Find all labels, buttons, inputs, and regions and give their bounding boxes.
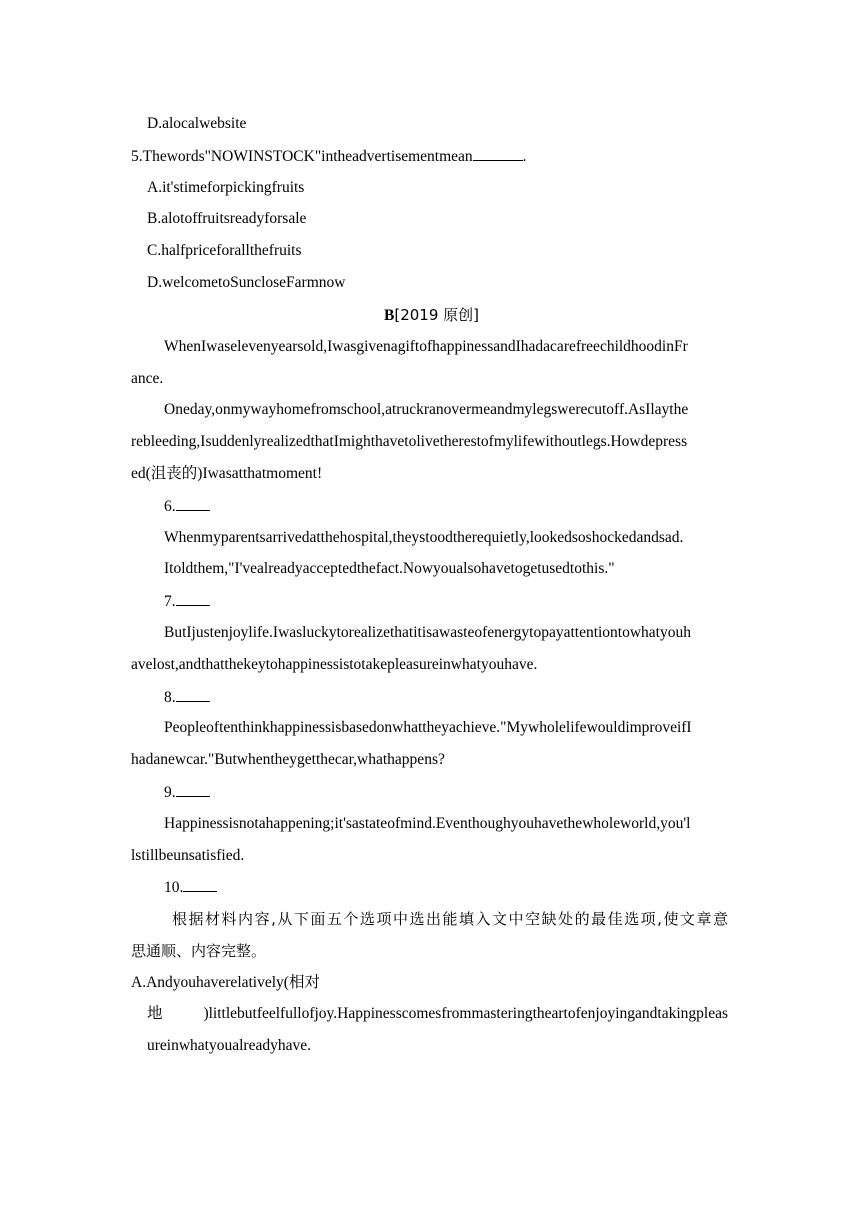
section-source: [2019 原创] — [394, 306, 479, 324]
passage-p5-line2: avelost,andthatthekeytohappinessistotakepleasureinwhatyouhave. — [131, 656, 538, 673]
instruction-line1: 根据材料内容,从下面五个选项中选出能填入文中空缺处的最佳选项,使文章意 — [172, 910, 728, 928]
q5-stem-end: . — [522, 148, 527, 165]
blank-10-number: 10. — [164, 879, 184, 896]
instruction-line2: 思通顺、内容完整。 — [131, 942, 267, 960]
blank-8-number: 8. — [164, 689, 176, 706]
q5-option-b: B.alotoffruitsreadyforsale — [147, 210, 307, 227]
blank-9 — [164, 782, 210, 803]
blank-9-line[interactable] — [176, 782, 210, 797]
option-a-line3: ureinwhatyoualreadyhave. — [147, 1037, 311, 1054]
option-a-line2: 地)littlebutfeelfullofjoy.Happinesscomesfrommasteringtheartofenjoyingandtakingpleas — [147, 1005, 728, 1022]
blank-8-line[interactable] — [176, 687, 210, 702]
q4-option-d: D.alocalwebsite — [147, 115, 247, 132]
blank-6-line[interactable] — [176, 496, 210, 511]
q5-stem — [131, 146, 527, 167]
passage-p7-line2: lstillbeunsatisfied. — [131, 847, 245, 864]
passage-p2-line3: ed(沮丧的)Iwasatthatmoment! — [131, 465, 323, 482]
passage-p7-line1: Happinessisnotahappening;it'sastateofmind.Eventhoughyouhavethewholeworld,you'l — [164, 815, 691, 832]
blank-8 — [164, 687, 210, 708]
section-b-heading — [384, 305, 479, 326]
q5-answer-blank[interactable] — [473, 146, 523, 161]
passage-p6-line2: hadanewcar."Butwhentheygetthecar,whathappens? — [131, 751, 445, 768]
blank-10-line[interactable] — [183, 877, 217, 892]
blank-7-number: 7. — [164, 593, 176, 610]
blank-7-line[interactable] — [176, 591, 210, 606]
q5-option-d: D.welcometoSuncloseFarmnow — [147, 274, 346, 291]
q5-option-c: C.halfpriceforallthefruits — [147, 242, 302, 259]
q5-stem-text: 5.Thewords"NOWINSTOCK"intheadvertisementmean — [131, 148, 473, 165]
blank-6-number: 6. — [164, 498, 176, 515]
passage-p4: Itoldthem,"I'vealreadyacceptedthefact.Nowyoualsohavetogetusedtothis." — [164, 560, 615, 577]
blank-9-number: 9. — [164, 784, 176, 801]
option-a-line1: A.Andyouhaverelatively(相对 — [131, 974, 320, 991]
passage-p1-line1: WhenIwaselevenyearsold,IwasgivenagiftofhappinessandIhadacarefreechildhoodinFr — [164, 338, 688, 355]
blank-10 — [164, 877, 217, 898]
blank-6 — [164, 496, 210, 517]
passage-p3: Whenmyparentsarrivedatthehospital,theystoodtherequietly,lookedsoshockedandsad. — [164, 529, 684, 546]
passage-p6-line1: Peopleoftenthinkhappinessisbasedonwhattheyachieve."MywholelifewouldimproveifI — [164, 719, 692, 736]
q5-option-a: A.it'stimeforpickingfruits — [147, 179, 305, 196]
passage-p1-line2: ance. — [131, 370, 164, 387]
passage-p5-line1: ButIjustenjoylife.Iwasluckytorealizethatitisawasteofenergytopayattentiontowhatyouh — [164, 624, 691, 641]
blank-7 — [164, 591, 210, 612]
passage-p2-line2: rebleeding,IsuddenlyrealizedthatImighthavetolivetherestofmylifewithoutlegs.Howdepress — [131, 433, 688, 450]
passage-p2-line1: Oneday,onmywayhomefromschool,atruckranovermeandmylegswerecutoff.AsIlaythe — [164, 401, 689, 418]
section-letter: B — [384, 307, 395, 324]
